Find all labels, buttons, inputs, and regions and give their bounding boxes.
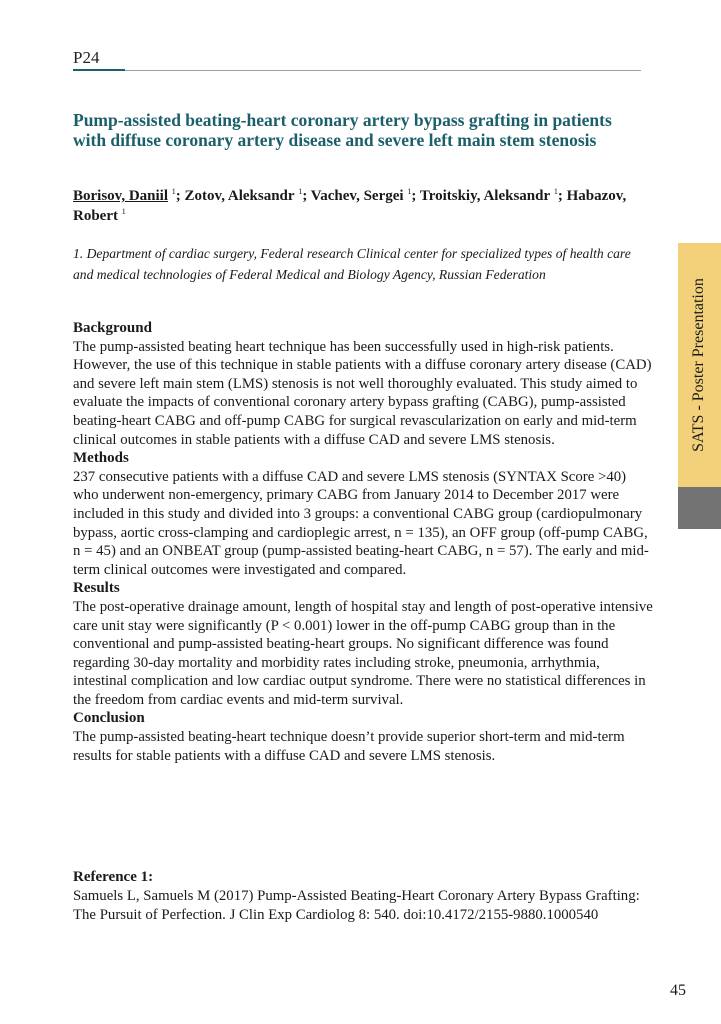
author-name: Borisov, Daniil bbox=[73, 188, 169, 204]
section-text-conclusion: The pump-assisted beating-heart technique doesn’t provide superior short-term and mid-term results for stable patients with a diffuse CAD and severe LMS stenosis. bbox=[73, 729, 625, 764]
section-text-background: The pump-assisted beating heart technique has been successfully used in high-risk patients. However, the use of this technique in stable patients with a diffuse coronary artery disease (CAD) and severe left main stem (LMS) stenosis is not well thoroughly evaluated. This study aimed to evaluate the impacts of conventional coronary artery bypass grafting (CABG), pump-assisted beating-heart CABG and off-pump CABG for surgical revascularization on early and mid-term clinical outcomes in stable patients with a diffuse CAD and severe LMS stenosis. bbox=[73, 338, 652, 448]
author-name: Vachev, Sergei bbox=[310, 188, 404, 204]
reference-block bbox=[73, 868, 653, 925]
section-heading-methods: Methods bbox=[73, 450, 129, 467]
section-text-methods: 237 consecutive patients with a diffuse CAD and severe LMS stenosis (SYNTAX Score >40) who underwent non-emergency, primary CABG from January 2014 to December 2017 were included in this study and divided into 3 groups: a conventional CABG group (cardiopulmonary bypass, aortic cross-clamping and cardioplegic arrest, n = 135), an OFF group (off-pump CABG, n = 45) and an ONBEAT group (pump-assisted beating-heart CABG, n = 57). The early and mid-term clinical outcomes were investigated and compared. bbox=[73, 468, 649, 578]
author-affiliation: 1 bbox=[298, 187, 303, 196]
affiliation: 1. Department of cardiac surgery, Federal research Clinical center for specialized types of health care and medical technologies of Federal Medical and Biology Agency, Russian Federation bbox=[73, 246, 631, 282]
page-number: 45 bbox=[670, 982, 686, 999]
section-heading-results: Results bbox=[73, 580, 120, 597]
header-rule bbox=[73, 70, 641, 71]
abstract-body bbox=[73, 319, 653, 765]
section-heading-background: Background bbox=[73, 320, 152, 336]
side-tab-label: SATS - Poster Presentation bbox=[690, 278, 707, 452]
author-name: Habazov, Robert bbox=[73, 188, 627, 224]
author-affiliation: 1 bbox=[407, 187, 412, 196]
abstract-title: Pump-assisted beating-heart coronary artery bypass grafting in patients with diffuse coronary artery disease and severe left main stem stenosis bbox=[73, 110, 612, 150]
section-text-results: The post-operative drainage amount, length of hospital stay and length of post-operative intensive care unit stay were significantly (P < 0.001) lower in the off-pump CABG group than in the conventional and pump-assisted beating-heart groups. No significant difference was found regarding 30-day mortality and morbidity rates including stroke, pneumonia, arrhythmia, intestinal complication and low cardiac output syndrome. There were no statistical differences in the freedom from cardiac events and mid-term survival. bbox=[73, 598, 653, 708]
author-affiliation: 1 bbox=[553, 187, 558, 196]
author-affiliation: 1 bbox=[171, 187, 176, 196]
reference-heading: Reference 1: bbox=[73, 869, 154, 885]
header-rule-accent bbox=[73, 69, 125, 71]
abstract-code: P24 bbox=[73, 48, 100, 67]
author-name: Zotov, Aleksandr bbox=[184, 188, 295, 204]
reference-text: Samuels L, Samuels M (2017) Pump-Assisted Beating-Heart Coronary Artery Bypass Grafting: The Pursuit of Perfection. J Clin Exp Cardiolog 8: 540. doi:10.4172/2155-9880.1000540 bbox=[73, 888, 640, 923]
author-affiliation: 1 bbox=[121, 207, 126, 216]
author-name: Troitskiy, Aleksandr bbox=[419, 188, 551, 204]
side-tab-dark-block bbox=[678, 487, 721, 529]
author-list: Borisov, Daniil $^1$; Zotov, Aleksandr $^1$; Vachev, Sergei $^1$; Troitskiy, Aleksandr $^1$; Habazov, Robert $^1$ bbox=[73, 187, 627, 224]
section-heading-conclusion: Conclusion bbox=[73, 710, 145, 727]
